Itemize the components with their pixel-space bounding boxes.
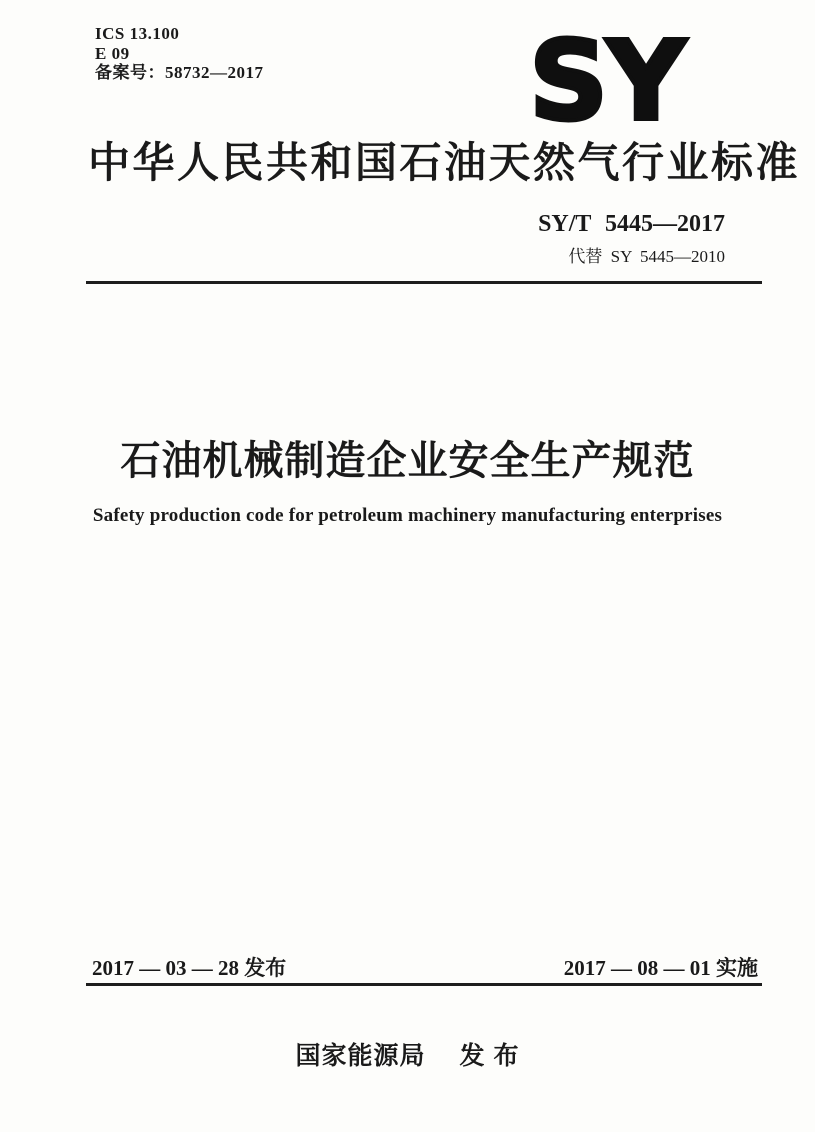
document-title-cn: 石油机械制造企业安全生产规范 [120,439,695,483]
standard-system-title: 中华人民共和国石油天然气行业标准 [88,139,801,186]
publish-label: 发 布 [459,1042,520,1070]
ics-block [95,24,264,83]
replaces-note: 代替 SY 5445—2010 [568,247,725,266]
document-title-en: Safety production code for petroleum machinery manufacturing enterprises [92,505,723,526]
issue-date: 2017 — 03 — 28 发布 [92,956,287,980]
record-number: 备案号：58732—2017 [95,63,264,82]
dates-row [92,952,758,982]
sy-standard-logo: SY [529,17,684,145]
standard-number: SY/T 5445—2017 [538,211,725,237]
publisher-name: 国家能源局 [295,1042,426,1070]
document-class-code: E 09 [95,43,130,63]
footer-divider [86,983,762,986]
implementation-date: 2017 — 08 — 01 实施 [563,956,758,980]
publisher-row [0,1036,815,1072]
header-divider [86,281,762,284]
ics-code: ICS 13.100 [95,24,180,43]
